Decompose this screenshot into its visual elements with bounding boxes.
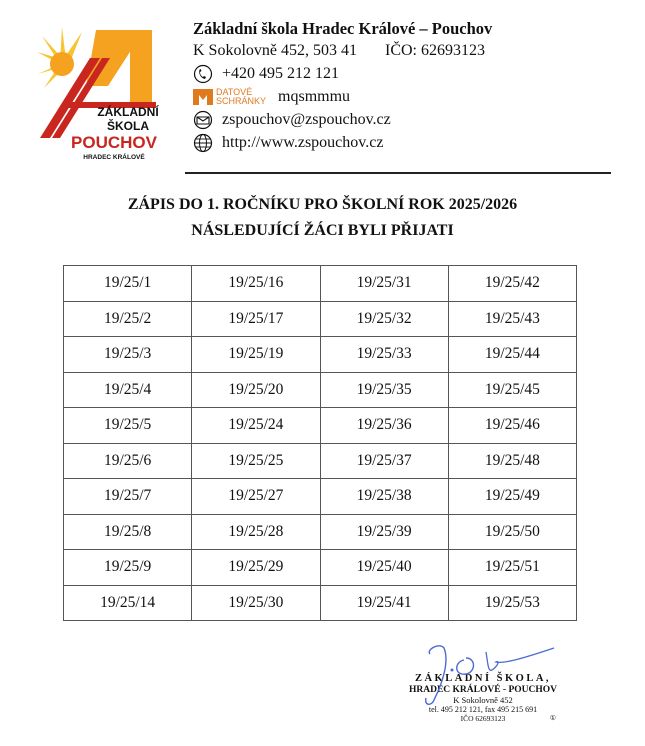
- table-cell: 19/25/43: [448, 301, 576, 337]
- table-cell: 19/25/39: [320, 514, 448, 550]
- ico: IČO: 62693123: [385, 42, 485, 59]
- phone-row: [193, 62, 492, 85]
- table-cell: 19/25/41: [320, 585, 448, 621]
- stamp-line2: HRADEC KRÁLOVÉ - POUCHOV: [408, 685, 558, 695]
- table-cell: 19/25/3: [64, 337, 192, 373]
- table-cell: 19/25/44: [448, 337, 576, 373]
- document-title: ZÁPIS DO 1. ROČNÍKU PRO ŠKOLNÍ ROK 2025/2026: [127, 196, 518, 213]
- table-cell: 19/25/40: [320, 550, 448, 586]
- table-cell: 19/25/9: [64, 550, 192, 586]
- stamp-line4: tel. 495 212 121, fax 495 215 691: [428, 705, 538, 714]
- table-row: [64, 372, 577, 408]
- admitted-pupils-table: [63, 265, 577, 621]
- email-icon: [193, 110, 213, 130]
- table-cell: 19/25/36: [320, 408, 448, 444]
- logo-line4: HRADEC KRÁLOVÉ: [83, 154, 145, 161]
- phone-icon: [193, 64, 213, 84]
- table-cell: 19/25/49: [448, 479, 576, 515]
- table-cell: 19/25/20: [192, 372, 320, 408]
- table-cell: 19/25/28: [192, 514, 320, 550]
- table-cell: 19/25/14: [64, 585, 192, 621]
- table-cell: 19/25/4: [64, 372, 192, 408]
- website-row: [193, 131, 492, 154]
- datove-label-1: DATOVÉ: [216, 86, 253, 97]
- table-cell: 19/25/31: [320, 266, 448, 302]
- table-cell: 19/25/5: [64, 408, 192, 444]
- website-link[interactable]: http://www.zspouchov.cz: [222, 133, 384, 151]
- datove-schranky-icon: [193, 89, 213, 105]
- table-cell: 19/25/33: [320, 337, 448, 373]
- table-row: [64, 337, 577, 373]
- table-cell: 19/25/8: [64, 514, 192, 550]
- logo-line1: ZÁKLADNÍ: [97, 105, 159, 119]
- datove-label-2: SCHRÁNKY: [216, 95, 267, 106]
- datove-schranky-logo: [193, 88, 266, 106]
- stamp-line3: K Sokolovně 452: [453, 695, 513, 705]
- table-cell: 19/25/50: [448, 514, 576, 550]
- table-row: [64, 301, 577, 337]
- signature: [404, 640, 574, 710]
- table-cell: 19/25/19: [192, 337, 320, 373]
- table-cell: 19/25/16: [192, 266, 320, 302]
- address: K Sokolovně 452, 503 41: [193, 42, 357, 59]
- table-cell: 19/25/25: [192, 443, 320, 479]
- document-subtitle: NÁSLEDUJÍCÍ ŽÁCI BYLI PŘIJATI: [191, 222, 454, 239]
- table-cell: 19/25/30: [192, 585, 320, 621]
- stamp-mark: ①: [549, 714, 556, 722]
- table-cell: 19/25/51: [448, 550, 576, 586]
- stamp-line5: IČO 62693123: [460, 714, 506, 723]
- table-cell: 19/25/2: [64, 301, 192, 337]
- email-row: [193, 108, 492, 131]
- table-row: [64, 479, 577, 515]
- table-row: [64, 585, 577, 621]
- table-cell: 19/25/37: [320, 443, 448, 479]
- table-cell: 19/25/1: [64, 266, 192, 302]
- table-cell: 19/25/27: [192, 479, 320, 515]
- logo-line3: POUCHOV: [71, 133, 157, 152]
- table-row: [64, 550, 577, 586]
- sun-icon: [50, 52, 74, 76]
- school-name: Základní škola Hradec Králové – Pouchov: [193, 19, 493, 38]
- table-row: [64, 514, 577, 550]
- school-logo: [32, 22, 174, 170]
- table-cell: 19/25/45: [448, 372, 576, 408]
- school-header: [193, 18, 492, 154]
- data-box-row: [193, 85, 492, 108]
- stamp-line1: ZÁKLADNÍ ŠKOLA,: [414, 673, 552, 684]
- table-cell: 19/25/17: [192, 301, 320, 337]
- table-cell: 19/25/29: [192, 550, 320, 586]
- table-cell: 19/25/46: [448, 408, 576, 444]
- table-cell: 19/25/7: [64, 479, 192, 515]
- table-cell: 19/25/32: [320, 301, 448, 337]
- table-cell: 19/25/42: [448, 266, 576, 302]
- table-cell: 19/25/24: [192, 408, 320, 444]
- data-box-id: mqsmmmu: [278, 87, 351, 105]
- table-row: [64, 266, 577, 302]
- table-row: [64, 408, 577, 444]
- table-row: [64, 443, 577, 479]
- header-divider: [185, 172, 611, 174]
- email-link[interactable]: zspouchov@zspouchov.cz: [222, 110, 391, 128]
- logo-line2: ŠKOLA: [107, 119, 149, 133]
- table-cell: 19/25/6: [64, 443, 192, 479]
- phone-number[interactable]: +420 495 212 121: [222, 64, 340, 82]
- table-cell: 19/25/35: [320, 372, 448, 408]
- address-line: [193, 40, 492, 62]
- table-cell: 19/25/48: [448, 443, 576, 479]
- table-cell: 19/25/38: [320, 479, 448, 515]
- stamp-line5-row: [388, 714, 578, 723]
- globe-icon: [193, 133, 213, 153]
- table-cell: 19/25/53: [448, 585, 576, 621]
